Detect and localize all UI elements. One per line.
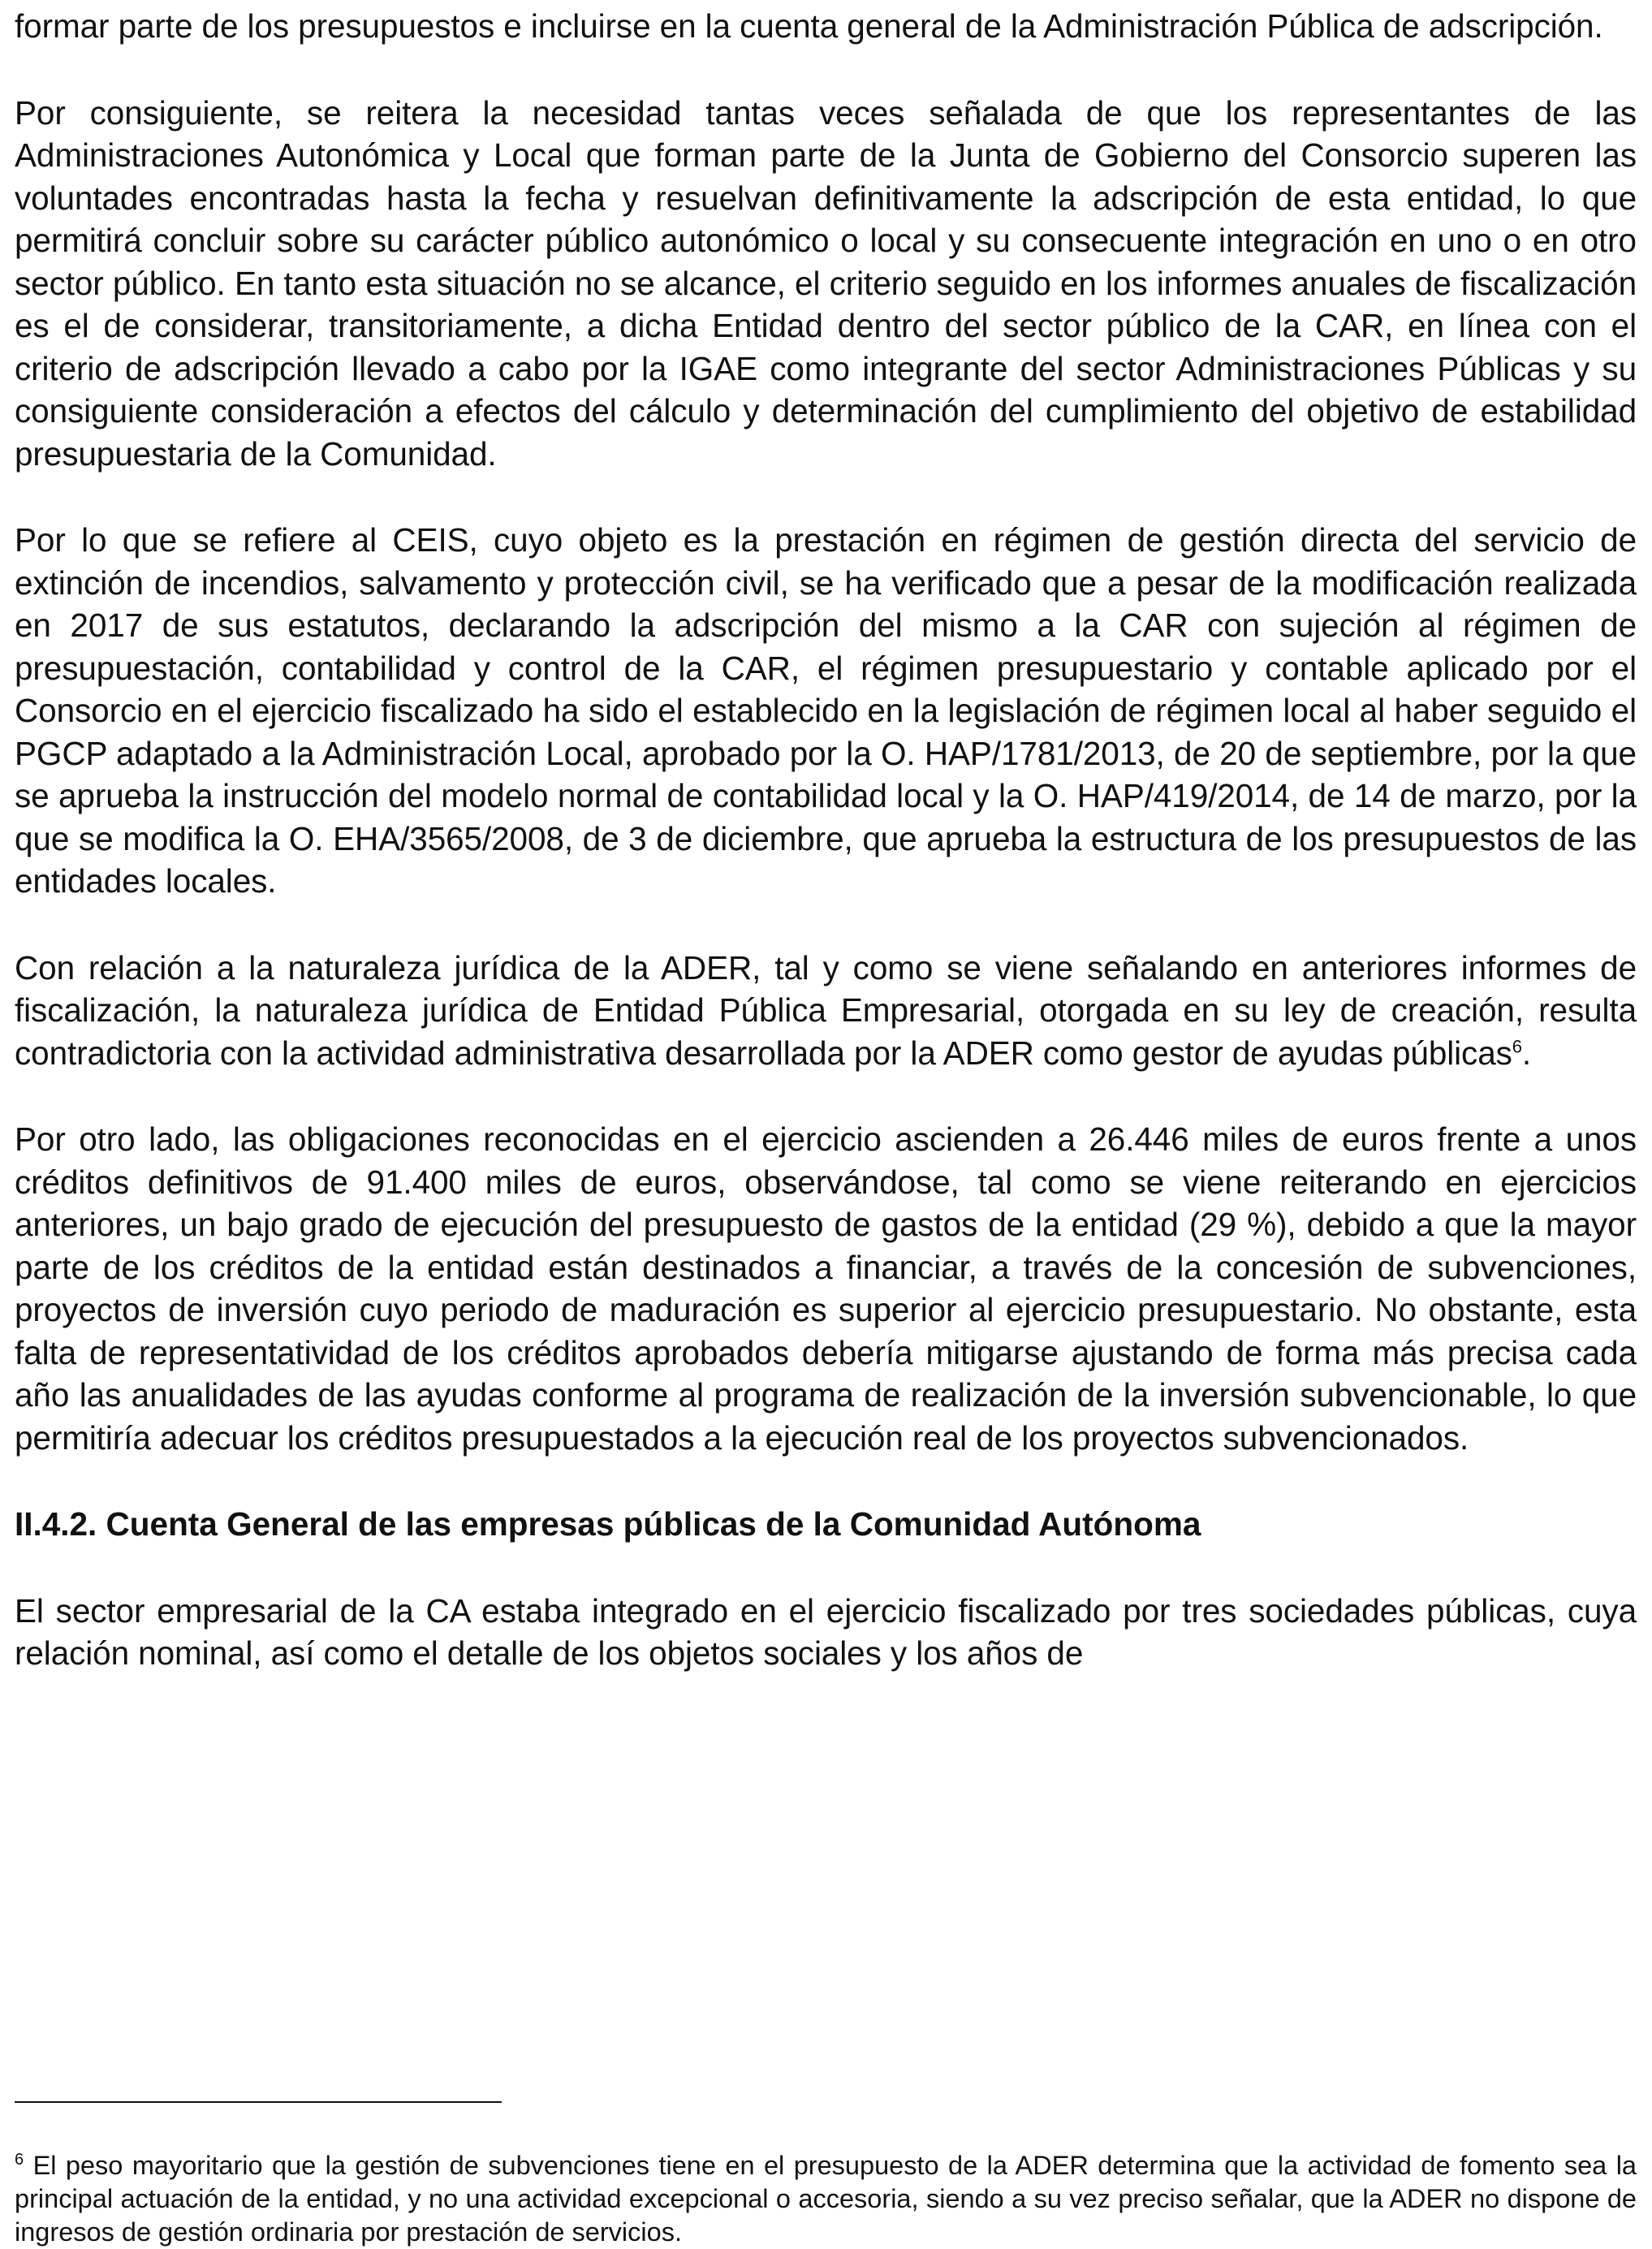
footnote-reference[interactable]: 6 — [1512, 1036, 1522, 1056]
paragraph-obligaciones: Por otro lado, las obligaciones reconocidas en el ejercicio ascienden a 26.446 miles de euros frente a unos créditos definitivos de 91.400 miles de euros, observándose, tal como se viene reiterando en ejercicios anteriores, un bajo grado de ejecución del presupuesto de gastos de la entidad (29 %), debido a que la mayor parte de los créditos de la entidad están destinados a financiar, a través de la concesión de subvenciones, proyectos de inversión cuyo periodo de maduración es superior al ejercicio presupuestario. No obstante, esta falta de representatividad de los créditos aprobados debería mitigarse ajustando de forma más precisa cada año las anualidades de las ayudas conforme al programa de realización de la inversión subvencionable, lo que permitiría adecuar los créditos presupuestados a la ejecución real de los proyectos subvencionados. — [15, 1120, 1637, 1457]
paragraph-ader-text: Con relación a la naturaleza jurídica de la ADER, tal y como se viene señalando en anteriores informes de fiscalización, la naturaleza jurídica de Entidad Pública Empresarial, otorgada en su ley de creación, resulta contradictoria con la actividad administrativa desarrollada por la ADER como gestor de ayudas públicas — [15, 948, 1637, 1072]
paragraph-ceis: Por lo que se refiere al CEIS, cuyo objeto es la prestación en régimen de gestión directa del servicio de extinción de incendios, salvamento y protección civil, se ha verificado que a pesar de la modificación realizada en 2017 de sus estatutos, declarando la adscripción del mismo a la CAR con sujeción al régimen de presupuestación, contabilidad y control de la CAR, el régimen presupuestario y contable aplicado por el Consorcio en el ejercicio fiscalizado ha sido el establecido en la legislación de régimen local al haber seguido el PGCP adaptado a la Administración Local, aprobado por la O. HAP/1781/2013, de 20 de septiembre, por la que se aprueba la instrucción del modelo normal de contabilidad local y la O. HAP/419/2014, de 14 de marzo, por la que se modifica la O. EHA/3565/2008, de 3 de diciembre, que aprueba la estructura de los presupuestos de las entidades locales. — [15, 521, 1637, 900]
document-page — [15, 5, 1637, 1719]
footnote-number: 6 — [15, 2151, 24, 2169]
footnote — [15, 2149, 1637, 2249]
footnote-separator — [15, 2101, 502, 2103]
paragraph-adscripcion-cont: formar parte de los presupuestos e incluirse en la cuenta general de la Administración Pública de adscripción. — [15, 7, 1603, 45]
paragraph-ader-end: . — [1521, 1034, 1532, 1072]
paragraph-ader — [15, 947, 1637, 1075]
section-heading: II.4.2. Cuenta General de las empresas públicas de la Comunidad Autónoma — [15, 1505, 1201, 1543]
paragraph-consorcio: Por consiguiente, se reitera la necesidad tantas veces señalada de que los representantes de las Administraciones Autonómica y Local que forman parte de la Junta de Gobierno del Consorcio superen las voluntades encontradas hasta la fecha y resuelvan definitivamente la adscripción de esta entidad, lo que permitirá concluir sobre su carácter público autonómico o local y su consecuente integración en uno o en otro sector público. En tanto esta situación no se alcance, el criterio seguido en los informes anuales de fiscalización es el de considerar, transitoriamente, a dicha Entidad dentro del sector público de la CAR, en línea con el criterio de adscripción llevado a cabo por la IGAE como integrante del sector Administraciones Públicas y su consiguiente consideración a efectos del cálculo y determinación del cumplimiento del objetivo de estabilidad presupuestaria de la Comunidad. — [15, 93, 1637, 473]
paragraph-sector-empresarial: El sector empresarial de la CA estaba integrado en el ejercicio fiscalizado por tres sociedades públicas, cuya relación nominal, así como el detalle de los objetos sociales y los años de — [15, 1591, 1637, 1672]
footnote-text: El peso mayoritario que la gestión de subvenciones tiene en el presupuesto de la ADER determina que la actividad de fomento sea la principal actuación de la entidad, y no una actividad excepcional o accesoria, siendo a su vez preciso señalar, que la ADER no dispone de ingresos de gestión ordinaria por prestación de servicios. — [15, 2151, 1637, 2247]
